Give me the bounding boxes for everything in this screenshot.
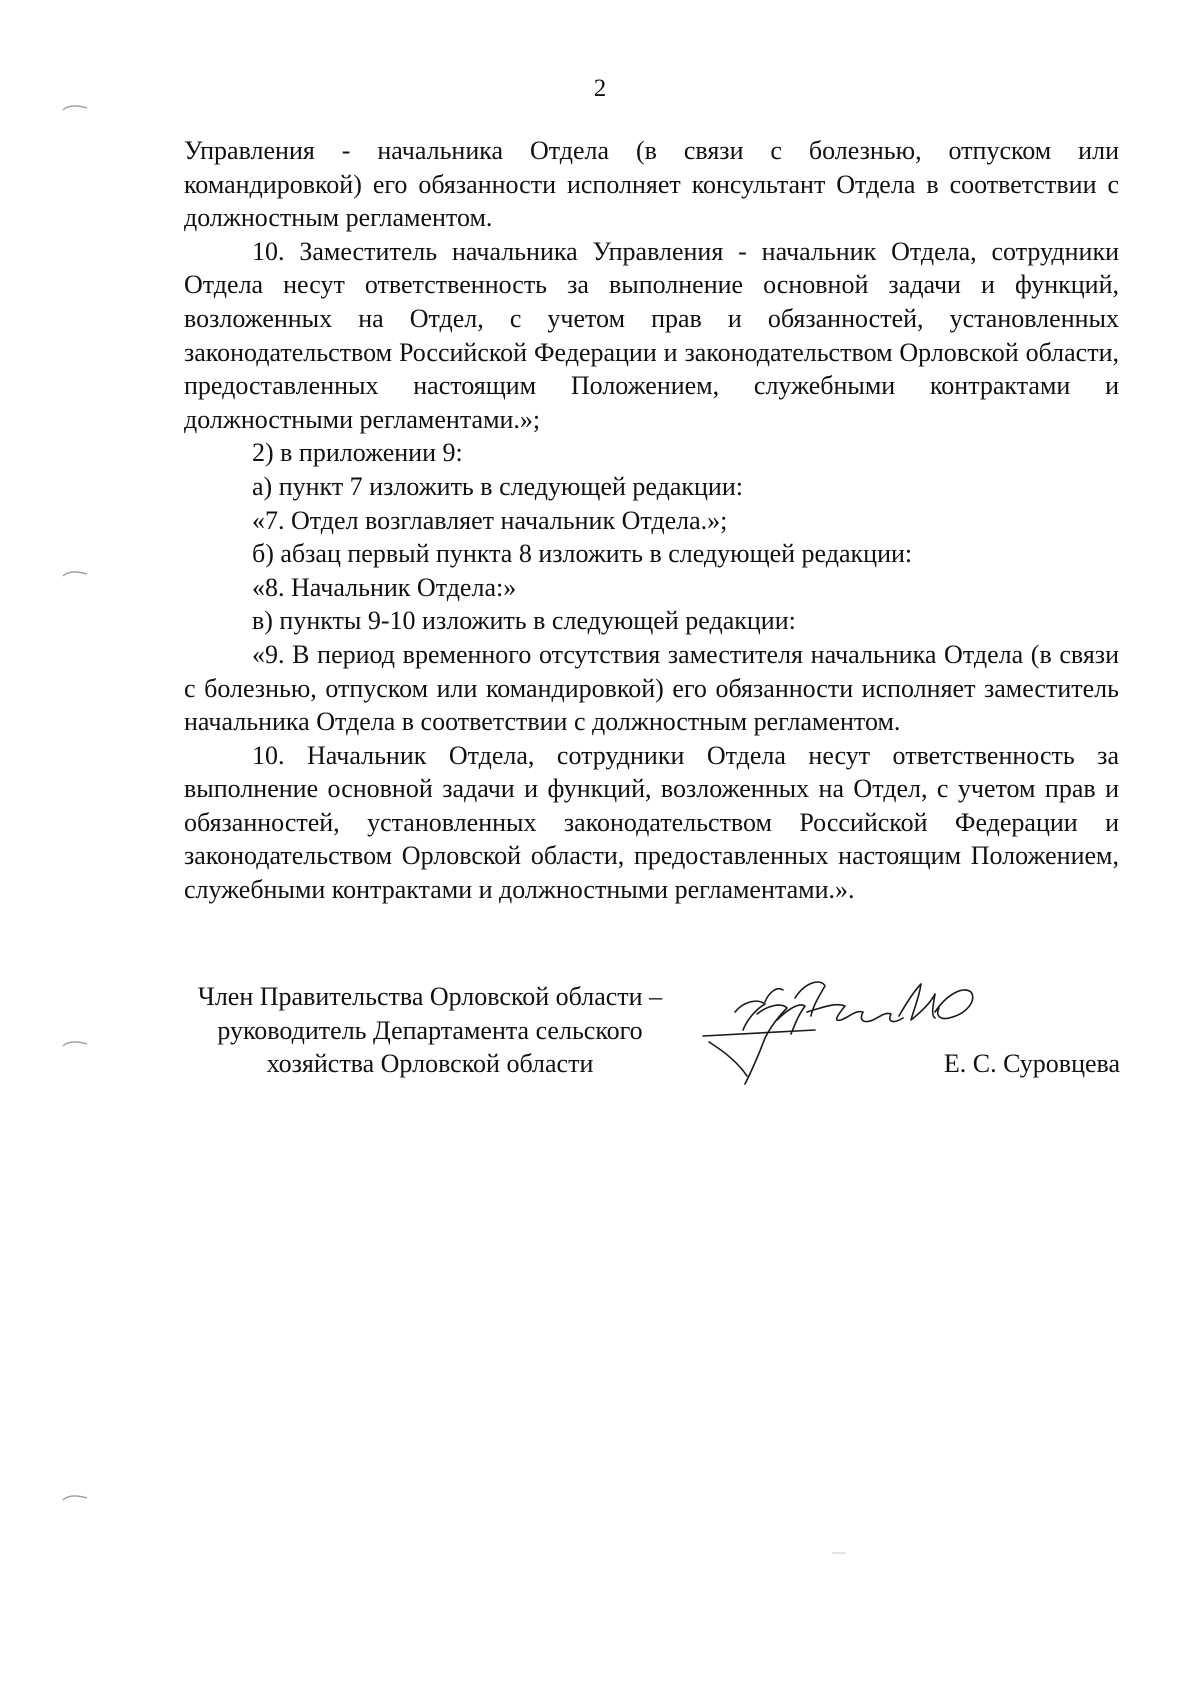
scan-margin-mark [62, 1490, 88, 1502]
paragraph-appendix-9: 2) в приложении 9: [252, 438, 463, 468]
paragraph-intro: Управления - начальника Отдела (в связи с болезнью, отпуском или командировкой) его обязанности исполняет консультант Отдела в соответствии с должностным регламентом. [184, 136, 1119, 233]
signer-position-line: руководитель Департамента сельского [217, 1015, 643, 1045]
signature-block [150, 980, 1120, 1090]
signer-position-line: Член Правительства Орловской области – [197, 982, 663, 1011]
signer-position-line: хозяйства Орловской области [266, 1049, 594, 1079]
paragraph-quote-10: 10. Начальник Отдела, сотрудники Отдела несут ответственность за выполнение основной задачи и функций, возложенных на Отдел, с учетом прав и обязанностей, установленных законодательством Российской Федерации и законодательством Орловской области, предоставленных настоящим Положением, служебными контрактами и должностными регламентами.». [184, 740, 1119, 905]
scan-margin-mark [62, 1036, 88, 1048]
scan-margin-mark [62, 566, 88, 578]
paragraph-quote-7: «7. Отдел возглавляет начальник Отдела.»; [252, 505, 728, 535]
paragraph-item-v: в) пункты 9-10 изложить в следующей редакции: [252, 606, 796, 636]
document-body [184, 134, 1119, 907]
scan-speck [832, 1552, 846, 1554]
paragraph-item-a: а) пункт 7 изложить в следующей редакции: [252, 471, 743, 501]
paragraph-quote-9: «9. В период временного отсутствия заместителя начальника Отдела (в связи с болезнью, отпуском или командировкой) его обязанности исполняет заместитель начальника Отдела в соответствии с должностным регламентом. [184, 639, 1119, 737]
paragraph-quote-8: «8. Начальник Отдела:» [252, 572, 517, 602]
paragraph-item-b: б) абзац первый пункта 8 изложить в следующей редакции: [252, 539, 913, 569]
signer-name: Е. С. Суровцева [943, 1049, 1120, 1078]
paragraph-10-responsibility-deputy: 10. Заместитель начальника Управления - начальник Отдела, сотрудники Отдела несут ответственность за выполнение основной задачи и функций, возложенных на Отдел, с учетом прав и обязанностей, установленных законодательством Российской Федерации и законодательством Орловской области, предоставленных настоящим Положением, служебными контрактами и должностными регламентами.»; [184, 236, 1119, 434]
page-number: 2 [593, 75, 607, 102]
